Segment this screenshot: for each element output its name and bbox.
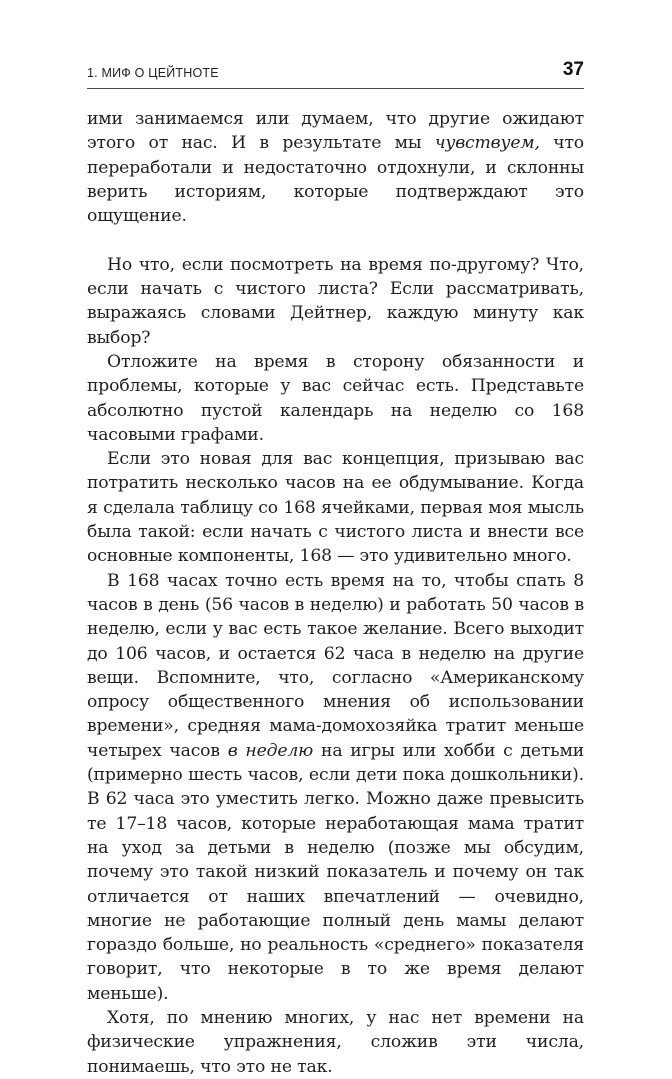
text-run: Но что, если посмотреть на время по-другому? Что, если начать с чистого листа? Если рассматривать, выражаясь словами Дейтнер, каждую минуту как выбор? bbox=[87, 254, 584, 348]
paragraph-6 bbox=[87, 1006, 584, 1079]
text-run: на игры или хобби с детьми (примерно шесть часов, если дети пока дошкольники). В 62 часа это уместить легко. Можно даже превысить те 17–18 часов, которые неработающая мама тратит на уход за детьми в неделю (позже мы обсудим, почему это такой низкий показатель и почему он так отличается от наших впечатлений — очевидно, многие не работающие полный день мамы делают гораздо больше, но реальность «среднего» показателя говорит, что некоторые в то же время делают меньше). bbox=[87, 740, 584, 1004]
running-head: 1. МИФ О ЦЕЙТНОТЕ bbox=[87, 66, 219, 80]
text-run: Хотя, по мнению многих, у нас нет времени на физические упражнения, сложив эти числа, понимаешь, что это не так. bbox=[87, 1007, 584, 1077]
paragraph-3 bbox=[87, 350, 584, 447]
paragraph-5 bbox=[87, 569, 584, 1006]
paragraph-2 bbox=[87, 253, 584, 350]
text-run: что переработали и недостаточно отдохнули, и склонны верить историям, которые подтверждают это ощущение. bbox=[87, 133, 584, 227]
page-number: 37 bbox=[562, 59, 584, 80]
text-run: В 168 часах точно есть время на то, чтобы спать 8 часов в день (56 часов в неделю) и работать 50 часов в неделю, если у вас есть такое желание. Всего выходит до 106 часов, и остается 62 часа в неделю на другие вещи. Вспомните, что, согласно «Американскому опросу общественного мнения об использовании времени», средняя мама-домохозяйка тратит меньше четырех часов bbox=[87, 570, 584, 761]
page-header bbox=[87, 59, 584, 89]
text-run: ими занимаемся или думаем, что другие ожидают этого от нас. И в результате мы bbox=[87, 109, 584, 154]
emphasis-text: в неделю bbox=[227, 740, 314, 761]
emphasis-text: чувствуем, bbox=[434, 133, 540, 154]
text-run: Если это новая для вас концепция, призываю вас потратить несколько часов на ее обдумывание. Когда я сделала таблицу со 168 ячейками, первая моя мысль была такой: если начать с чистого листа и внести все основные компоненты, 168 — это удивительно много. bbox=[87, 449, 584, 567]
paragraph-4 bbox=[87, 447, 584, 568]
text-run: Отложите на время в сторону обязанности и проблемы, которые у вас сейчас есть. Представьте абсолютно пустой календарь на неделю со 168 часовыми графами. bbox=[87, 351, 584, 445]
body-text bbox=[87, 107, 584, 1079]
paragraph-1 bbox=[87, 107, 584, 228]
